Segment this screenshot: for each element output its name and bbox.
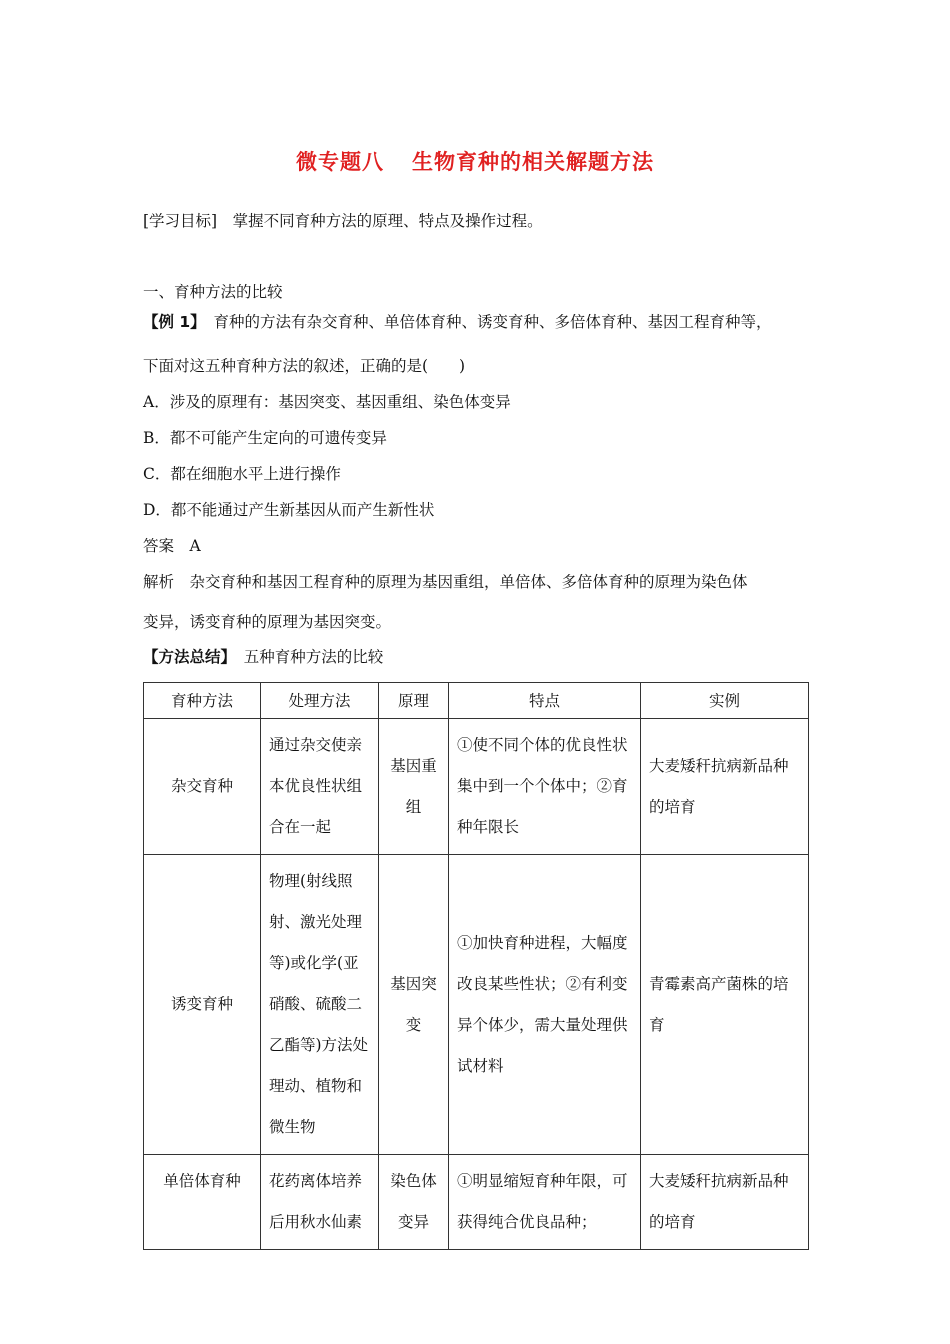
analysis-line1 bbox=[143, 571, 748, 593]
page-title bbox=[0, 146, 950, 176]
table-header-cell: 实例 bbox=[641, 683, 809, 719]
analysis-label: 解析 bbox=[143, 573, 175, 591]
method-summary bbox=[143, 646, 383, 668]
cell-principle: 基因重组 bbox=[379, 719, 449, 855]
cell-method: 诱变育种 bbox=[144, 855, 261, 1155]
table-header-cell: 原理 bbox=[379, 683, 449, 719]
cell-process: 物理(射线照射、激光处理等)或化学(亚硝酸、硫酸二乙酯等)方法处理动、植物和微生物 bbox=[261, 855, 379, 1155]
option-b: B．都不可能产生定向的可遗传变异 bbox=[143, 429, 387, 447]
cell-features: ①加快育种进程，大幅度改良某些性状；②有利变异个体少，需大量处理供试材料 bbox=[449, 855, 641, 1155]
section-heading: 一、育种方法的比较 bbox=[143, 283, 283, 301]
learning-objective bbox=[143, 210, 543, 232]
answer bbox=[143, 535, 201, 557]
objective-text: 掌握不同育种方法的原理、特点及操作过程。 bbox=[232, 212, 543, 230]
option-c: C．都在细胞水平上进行操作 bbox=[143, 465, 341, 483]
cell-features: ①使不同个体的优良性状集中到一个个体中；②育种年限长 bbox=[449, 719, 641, 855]
option-a: A．涉及的原理有：基因突变、基因重组、染色体变异 bbox=[143, 393, 511, 411]
cell-example: 青霉素高产菌株的培育 bbox=[641, 855, 809, 1155]
cell-principle: 染色体变异 bbox=[379, 1155, 449, 1250]
cell-example: 大麦矮秆抗病新品种的培育 bbox=[641, 719, 809, 855]
example-question-line1: 育种的方法有杂交育种、单倍体育种、诱变育种、多倍体育种、基因工程育种等， bbox=[213, 313, 772, 331]
method-summary-text: 五种育种方法的比较 bbox=[243, 648, 384, 666]
example-label: 【例 1】 bbox=[143, 313, 198, 331]
title-part1: 微专题八 bbox=[296, 150, 384, 174]
example-question-line2: 下面对这五种育种方法的叙述，正确的是( ) bbox=[143, 357, 466, 375]
option-d: D．都不能通过产生新基因从而产生新性状 bbox=[143, 501, 435, 519]
title-part2: 生物育种的相关解题方法 bbox=[412, 150, 654, 174]
answer-label: 答案 bbox=[143, 537, 175, 555]
analysis-text-line1: 杂交育种和基因工程育种的原理为基因重组，单倍体、多倍体育种的原理为染色体 bbox=[189, 573, 748, 591]
analysis-line2: 变异，诱变育种的原理为基因突变。 bbox=[143, 613, 392, 631]
table-row bbox=[144, 855, 809, 1155]
example-line1 bbox=[143, 311, 771, 333]
cell-process: 通过杂交使亲本优良性状组合在一起 bbox=[261, 719, 379, 855]
cell-principle: 基因突变 bbox=[379, 855, 449, 1155]
table-header-cell: 特点 bbox=[449, 683, 641, 719]
table-header-row bbox=[144, 683, 809, 719]
table-row bbox=[144, 1155, 809, 1250]
comparison-table bbox=[143, 682, 809, 1250]
cell-method: 单倍体育种 bbox=[144, 1155, 261, 1250]
cell-example: 大麦矮秆抗病新品种的培育 bbox=[641, 1155, 809, 1250]
cell-method: 杂交育种 bbox=[144, 719, 261, 855]
cell-process: 花药离体培养后用秋水仙素 bbox=[261, 1155, 379, 1250]
table-row bbox=[144, 719, 809, 855]
table-header-cell: 育种方法 bbox=[144, 683, 261, 719]
answer-value: A bbox=[189, 537, 201, 555]
cell-features: ①明显缩短育种年限，可获得纯合优良品种； bbox=[449, 1155, 641, 1250]
table-header-cell: 处理方法 bbox=[261, 683, 379, 719]
method-summary-label: 【方法总结】 bbox=[143, 648, 229, 666]
objective-label: [学习目标] bbox=[143, 212, 218, 230]
